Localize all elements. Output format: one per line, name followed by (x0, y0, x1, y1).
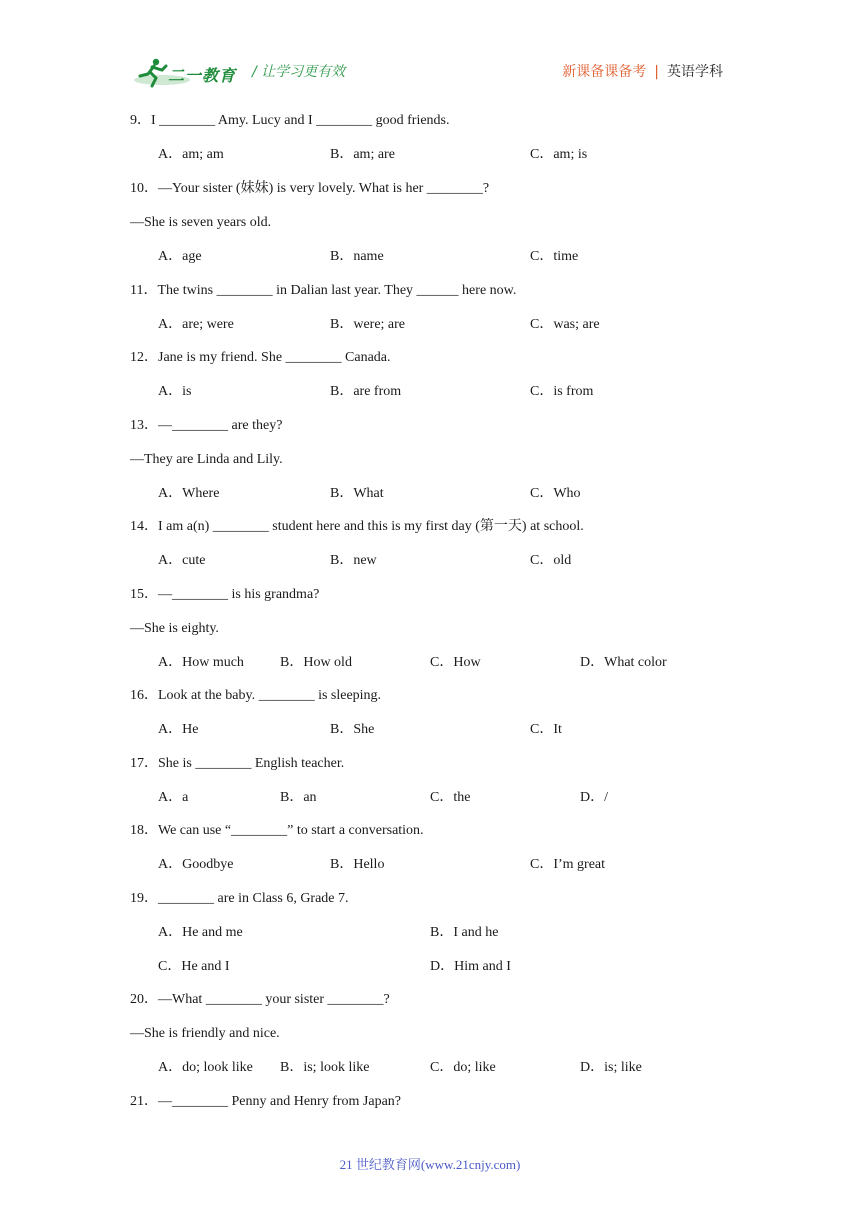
answer-option: A．He (158, 722, 199, 737)
answer-option: C．time (530, 249, 579, 264)
answer-option: A．are; were (158, 317, 234, 332)
logo-text: 二一教育 (168, 66, 237, 85)
answer-option: C．Who (530, 486, 581, 501)
question-stem: 15．—________ is his grandma? (130, 587, 320, 602)
question-stem: 11．The twins ________ in Dalian last year. They ______ here now. (130, 283, 517, 298)
answer-option: D．/ (580, 790, 608, 805)
page-header (0, 0, 860, 100)
question-stem: 12．Jane is my friend. She ________ Canada. (130, 350, 391, 365)
answer-option: C．do; like (430, 1060, 496, 1075)
answer-option: C．He and I (158, 959, 230, 974)
answer-option: B．How old (280, 655, 352, 670)
dialogue-response: —She is eighty. (130, 621, 219, 636)
answer-option: B．are from (330, 384, 402, 399)
header-subject (562, 61, 723, 81)
slogan: / 让学习更有效 (252, 64, 346, 80)
question-stem: 20．—What ________ your sister ________? (130, 992, 390, 1007)
answer-option: C．is from (530, 384, 594, 399)
answer-option: B．were; are (330, 317, 406, 332)
answer-option: A．is (158, 384, 192, 399)
answer-option: A．cute (158, 553, 206, 568)
answer-option: C．was; are (530, 317, 600, 332)
answer-option: C．old (530, 553, 572, 568)
question-stem: 13．—________ are they? (130, 418, 283, 433)
answer-option: D．Him and I (430, 959, 511, 974)
dialogue-response: —She is friendly and nice. (130, 1026, 280, 1041)
answer-option: A．How much (158, 655, 244, 670)
answer-option: B．am; are (330, 147, 395, 162)
dialogue-response: —They are Linda and Lily. (130, 452, 283, 467)
answer-option: D．is; like (580, 1060, 642, 1075)
answer-option: B．new (330, 553, 377, 568)
answer-option: A．am; am (158, 147, 224, 162)
answer-option: B．What (330, 486, 384, 501)
answer-option: C．the (430, 790, 471, 805)
question-stem: 9．I ________ Amy. Lucy and I ________ good friends. (130, 113, 450, 128)
answer-option: A．Where (158, 486, 220, 501)
answer-option: B．name (330, 249, 384, 264)
answer-option: B．is; look like (280, 1060, 370, 1075)
answer-option: C．I’m great (530, 857, 606, 872)
answer-option: A．He and me (158, 925, 243, 940)
dialogue-response: —She is seven years old. (130, 215, 272, 230)
answer-option: C．How (430, 655, 481, 670)
header-subject-label: 英语学科 (667, 64, 723, 80)
answer-option: B．She (330, 722, 375, 737)
question-stem: 18．We can use “________” to start a conversation. (130, 823, 424, 838)
answer-option: B．an (280, 790, 317, 805)
header-separator: | (654, 64, 659, 80)
answer-option: B．Hello (330, 857, 385, 872)
question-stem: 16．Look at the baby. ________ is sleeping. (130, 688, 382, 703)
header-course-label: 新课备课备考 (562, 64, 647, 80)
answer-option: A．age (158, 249, 202, 264)
answer-option: C．am; is (530, 147, 588, 162)
page-footer: 21 世纪教育网(www.21cnjy.com) (339, 1157, 521, 1172)
answer-option: A．Goodbye (158, 857, 234, 872)
answer-option: D．What color (580, 655, 667, 670)
question-stem: 21．—________ Penny and Henry from Japan? (130, 1094, 402, 1109)
answer-option: A．do; look like (158, 1060, 253, 1075)
question-stem: 10．—Your sister (妹妹) is very lovely. What is her ________? (130, 181, 490, 196)
question-stem: 19．________ are in Class 6, Grade 7. (130, 891, 349, 906)
question-stem: 14．I am a(n) ________ student here and this is my first day (第一天) at school. (130, 519, 584, 534)
answer-option: A．a (158, 790, 189, 805)
question-stem: 17．She is ________ English teacher. (130, 756, 345, 771)
answer-option: C．It (530, 722, 562, 737)
answer-option: B．I and he (430, 925, 499, 940)
